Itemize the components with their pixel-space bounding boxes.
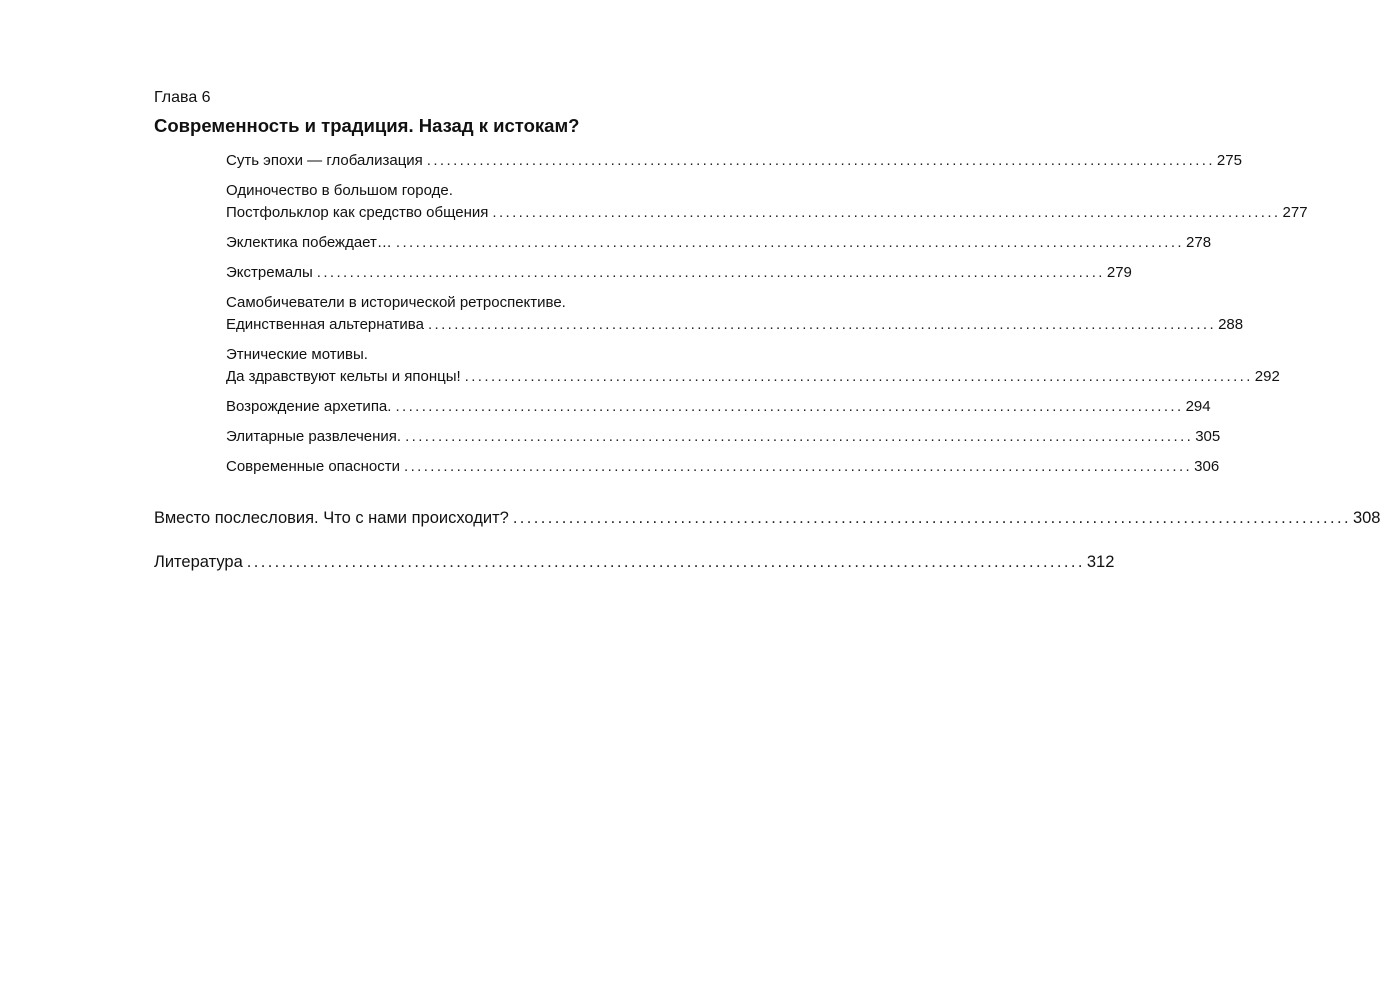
toc-entry-page: 306 xyxy=(1194,458,1220,475)
literature-page: 312 xyxy=(1086,553,1115,571)
literature-title: Литература xyxy=(154,553,243,571)
dot-leader: ........................................................................................................................ xyxy=(316,264,1105,281)
toc-entry-line xyxy=(226,202,1308,224)
dot-leader: ........................................................................................................................ xyxy=(395,398,1184,415)
toc-entry-line xyxy=(226,262,1132,284)
dot-leader: ........................................................................................................................ xyxy=(464,368,1253,385)
toc-entry[interactable] xyxy=(226,150,1242,172)
toc-entry-page: 277 xyxy=(1282,204,1308,221)
toc-entry-line xyxy=(226,314,1244,336)
toc-entry-page: 279 xyxy=(1106,264,1132,281)
dot-leader: ........................................................................................................................ xyxy=(405,428,1194,445)
dot-leader: ........................................................................................................................ xyxy=(492,204,1281,221)
dot-leader: ........................................................................................................................ xyxy=(427,316,1217,333)
toc-entry-title: Постфольклор как средство общения xyxy=(226,204,489,221)
toc-entry[interactable] xyxy=(226,426,1221,448)
toc-entry-title: Элитарные развлечения. xyxy=(226,428,402,445)
dot-leader: ........................................................................................................................ xyxy=(426,152,1215,169)
toc-entry[interactable] xyxy=(226,344,1280,388)
chapter-title: Современность и традиция. Назад к истокам? xyxy=(154,115,580,136)
toc-entry-line xyxy=(154,551,1115,573)
toc-entry-title: Суть эпохи — глобализация xyxy=(226,152,423,169)
toc-entry-line xyxy=(226,426,1221,448)
toc-list xyxy=(226,150,1308,486)
afterword-entry[interactable] xyxy=(154,507,1380,529)
toc-entry-line xyxy=(226,150,1242,172)
toc-entry-line xyxy=(226,396,1211,418)
toc-entry-line xyxy=(226,232,1212,254)
chapter-label: Глава 6 xyxy=(154,89,211,106)
toc-entry-page: 275 xyxy=(1216,152,1242,169)
afterword-title: Вместо послесловия. Что с нами происходит? xyxy=(154,509,509,527)
toc-entry-page: 292 xyxy=(1254,368,1280,385)
toc-entry[interactable] xyxy=(226,292,1244,336)
toc-entry-title-line1: Этнические мотивы. xyxy=(226,346,368,363)
toc-entry-page: 294 xyxy=(1185,398,1211,415)
toc-entry-line xyxy=(154,507,1380,529)
toc-entry[interactable] xyxy=(226,232,1212,254)
dot-leader: ........................................................................................................................ xyxy=(404,458,1193,475)
toc-entry-page: 278 xyxy=(1186,234,1212,251)
toc-entry-title: Единственная альтернатива xyxy=(226,316,424,333)
toc-entry-title: Возрождение архетипа. xyxy=(226,398,392,415)
toc-entry[interactable] xyxy=(226,396,1211,418)
dot-leader: ........................................................................................................................ xyxy=(512,509,1351,527)
toc-entry-line xyxy=(226,456,1220,478)
toc-entry[interactable] xyxy=(226,180,1308,224)
toc-entry-title: Современные опасности xyxy=(226,458,401,475)
toc-entry-title: Да здравствуют кельты и японцы! xyxy=(226,368,461,385)
toc-entry-title: Эклектика побеждает… xyxy=(226,234,392,251)
toc-entry-line xyxy=(226,366,1280,388)
literature-entry[interactable] xyxy=(154,551,1115,573)
dot-leader: ........................................................................................................................ xyxy=(246,553,1085,571)
toc-entry-title: Экстремалы xyxy=(226,264,313,281)
toc-entry-page: 305 xyxy=(1195,428,1221,445)
toc-entry[interactable] xyxy=(226,262,1132,284)
toc-entry-page: 288 xyxy=(1218,316,1244,333)
toc-entry-title-line1: Самобичеватели в исторической ретроспективе. xyxy=(226,294,566,311)
toc-entry-title-line1: Одиночество в большом городе. xyxy=(226,182,453,199)
dot-leader: ........................................................................................................................ xyxy=(395,234,1185,251)
afterword-page: 308 xyxy=(1352,509,1380,527)
toc-entry[interactable] xyxy=(226,456,1220,478)
